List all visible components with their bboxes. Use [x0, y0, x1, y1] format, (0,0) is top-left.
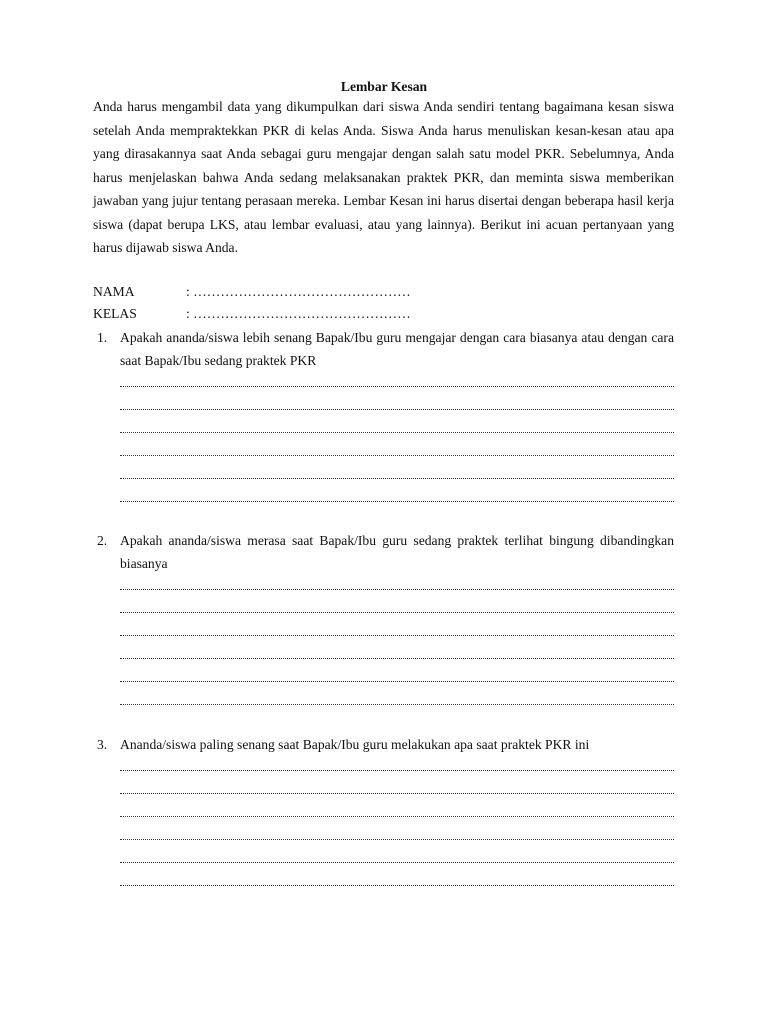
answer-area[interactable] — [120, 372, 674, 510]
answer-area[interactable] — [120, 575, 674, 713]
answer-line — [120, 372, 674, 395]
answer-line — [120, 756, 674, 779]
intro-paragraph: Anda harus mengambil data yang dikumpulkan dari siswa Anda sendiri tentang bagaimana kesan siswa setelah Anda mempraktekkan PKR di kelas Anda. Siswa Anda harus menuliskan kesan-kesan atau apa yang dirasakannya saat Anda sebagai guru mengajar dengan salah satu model PKR. Sebelumnya, Anda harus menjelaskan bahwa Anda sedang melaksanakan praktek PKR, dan meminta siswa memberikan jawaban yang jujur tentang perasaan mereka. Lembar Kesan ini harus disertai dengan beberapa hasil kerja siswa (dapat berupa LKS, atau lembar evaluasi, atau yang lainnya). Berikut ini acuan pertanyaan yang harus dijawab siswa Anda. — [93, 99, 674, 255]
nama-label: NAMA — [93, 284, 135, 299]
answer-line — [120, 621, 674, 644]
answer-line — [120, 441, 674, 464]
question-number: 1. — [97, 330, 108, 345]
answer-line — [120, 418, 674, 441]
question-text: Apakah ananda/siswa merasa saat Bapak/Ibu guru sedang praktek terlihat bingung dibandingkan biasanya — [120, 533, 674, 571]
question-2 — [93, 529, 674, 713]
question-text: Ananda/siswa paling senang saat Bapak/Ibu guru melakukan apa saat praktek PKR ini — [120, 737, 590, 752]
nama-blank: : ………………………………………… — [186, 284, 411, 299]
answer-line — [120, 848, 674, 871]
kelas-blank: : ………………………………………… — [186, 306, 411, 321]
kelas-field — [93, 305, 411, 323]
answer-line — [120, 598, 674, 621]
question-text: Apakah ananda/siswa lebih senang Bapak/Ibu guru mengajar dengan cara biasanya atau dengan cara saat Bapak/Ibu sedang praktek PKR — [120, 330, 674, 368]
answer-line — [120, 464, 674, 487]
question-3 — [93, 733, 674, 894]
answer-line — [120, 871, 674, 894]
answer-line — [120, 779, 674, 802]
answer-line — [120, 825, 674, 848]
answer-area[interactable] — [120, 756, 674, 894]
answer-line — [120, 487, 674, 510]
page-title: Lembar Kesan — [340, 79, 428, 94]
nama-field — [93, 283, 411, 301]
answer-line — [120, 395, 674, 418]
kelas-label: KELAS — [93, 306, 137, 321]
answer-line — [120, 802, 674, 825]
question-number: 2. — [97, 533, 108, 548]
answer-line — [120, 690, 674, 713]
question-1 — [93, 326, 674, 510]
answer-line — [120, 644, 674, 667]
answer-line — [120, 575, 674, 598]
question-number: 3. — [97, 737, 108, 752]
answer-line — [120, 667, 674, 690]
